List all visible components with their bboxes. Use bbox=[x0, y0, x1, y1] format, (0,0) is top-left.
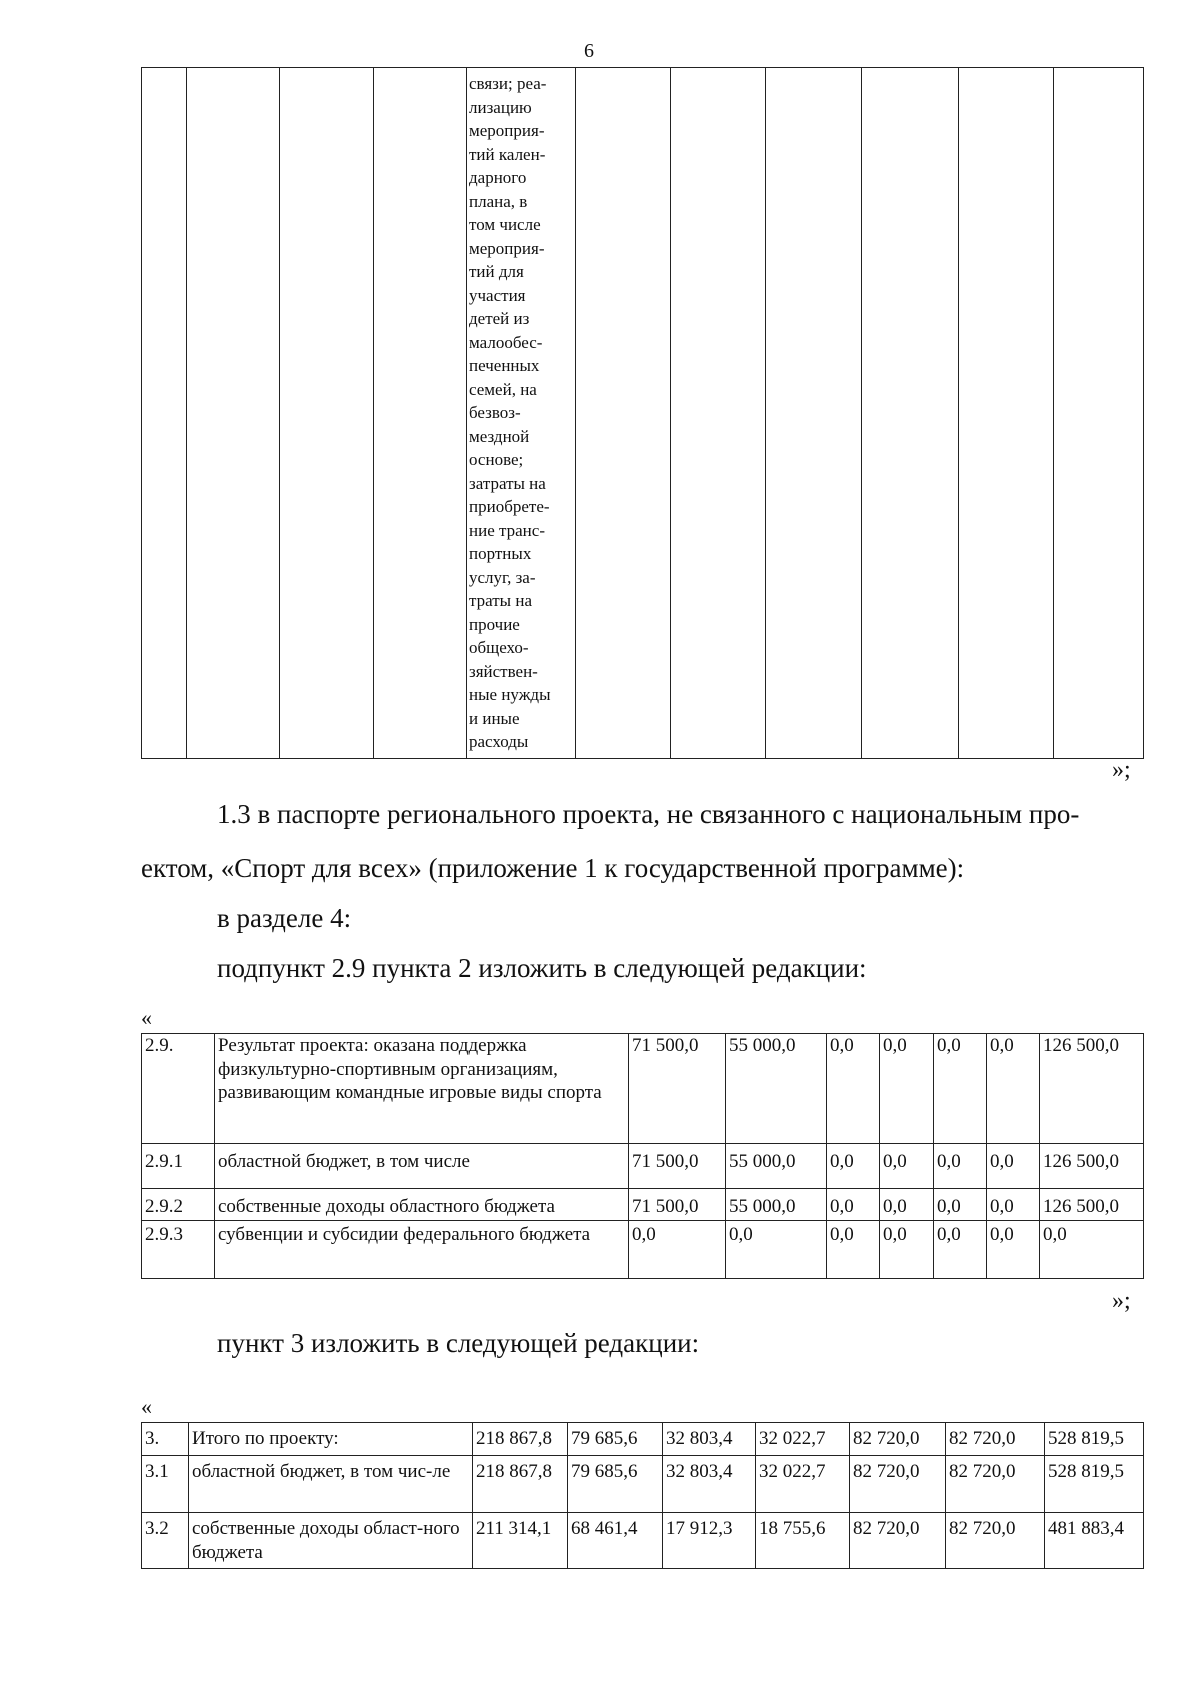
expense-description-cell: связи; реа- лизацию мероприя- тий кален- дарного плана, в том числе мероприя- тий для участия детей из малообес- печенных семей, на безвоз- мездной основе; затраты на приобрете- ние транс- портных услуг, за- траты на прочие общехо- зяйствен- ные нужды и иные расходы bbox=[467, 68, 576, 759]
row-number: 3.1 bbox=[142, 1456, 189, 1513]
table-row bbox=[142, 1456, 1144, 1513]
value-cell: 68 461,4 bbox=[568, 1513, 663, 1569]
value-cell: 0,0 bbox=[934, 1189, 987, 1221]
value-cell: 82 720,0 bbox=[850, 1513, 946, 1569]
paragraph-1-line-2: ектом, «Спорт для всех» (приложение 1 к государственной программе): bbox=[141, 853, 965, 883]
row-name: собственные доходы областного бюджета bbox=[215, 1189, 629, 1221]
table-cell bbox=[862, 68, 959, 759]
value-cell: 0,0 bbox=[987, 1221, 1040, 1279]
opening-quote: « bbox=[141, 1394, 152, 1419]
value-cell: 0,0 bbox=[987, 1189, 1040, 1221]
table-row bbox=[142, 1423, 1144, 1456]
value-cell: 55 000,0 bbox=[726, 1144, 827, 1189]
closing-quote: »; bbox=[1112, 1288, 1131, 1314]
value-cell: 32 803,4 bbox=[663, 1423, 756, 1456]
value-cell: 0,0 bbox=[987, 1034, 1040, 1144]
row-name: областной бюджет, в том чис-ле bbox=[189, 1456, 473, 1513]
value-cell: 32 803,4 bbox=[663, 1456, 756, 1513]
value-cell: 82 720,0 bbox=[946, 1423, 1045, 1456]
value-cell: 82 720,0 bbox=[850, 1423, 946, 1456]
table-row bbox=[142, 1034, 1144, 1144]
value-cell: 0,0 bbox=[1040, 1221, 1144, 1279]
row-number: 2.9.3 bbox=[142, 1221, 215, 1279]
value-cell: 0,0 bbox=[934, 1144, 987, 1189]
value-cell: 0,0 bbox=[880, 1034, 934, 1144]
row-name: областной бюджет, в том числе bbox=[215, 1144, 629, 1189]
row-number: 2.9. bbox=[142, 1034, 215, 1144]
row-name: Итого по проекту: bbox=[189, 1423, 473, 1456]
table-row bbox=[142, 1189, 1144, 1221]
value-cell: 71 500,0 bbox=[629, 1034, 726, 1144]
value-cell: 32 022,7 bbox=[756, 1456, 850, 1513]
value-cell: 126 500,0 bbox=[1040, 1144, 1144, 1189]
row-number: 2.9.2 bbox=[142, 1189, 215, 1221]
value-cell: 126 500,0 bbox=[1040, 1189, 1144, 1221]
table-cell bbox=[1054, 68, 1144, 759]
value-cell: 218 867,8 bbox=[473, 1456, 568, 1513]
table-cell bbox=[766, 68, 862, 759]
value-cell: 71 500,0 bbox=[629, 1189, 726, 1221]
value-cell: 0,0 bbox=[880, 1221, 934, 1279]
value-cell: 0,0 bbox=[987, 1144, 1040, 1189]
value-cell: 0,0 bbox=[726, 1221, 827, 1279]
value-cell: 71 500,0 bbox=[629, 1144, 726, 1189]
item-3-table bbox=[141, 1422, 1144, 1569]
value-cell: 79 685,6 bbox=[568, 1456, 663, 1513]
row-name: субвенции и субсидии федерального бюджета bbox=[215, 1221, 629, 1279]
row-number: 2.9.1 bbox=[142, 1144, 215, 1189]
value-cell: 17 912,3 bbox=[663, 1513, 756, 1569]
page-number: 6 bbox=[584, 40, 594, 62]
value-cell: 0,0 bbox=[934, 1221, 987, 1279]
value-cell: 218 867,8 bbox=[473, 1423, 568, 1456]
value-cell: 0,0 bbox=[934, 1034, 987, 1144]
row-name: Результат проекта: оказана поддержка физкультурно-спортивным организациям, развивающим командные игровые виды спорта bbox=[215, 1034, 629, 1144]
value-cell: 82 720,0 bbox=[850, 1456, 946, 1513]
value-cell: 82 720,0 bbox=[946, 1513, 1045, 1569]
table-row bbox=[142, 1144, 1144, 1189]
table-cell bbox=[671, 68, 766, 759]
value-cell: 32 022,7 bbox=[756, 1423, 850, 1456]
table-cell bbox=[187, 68, 280, 759]
paragraph-3: подпункт 2.9 пункта 2 изложить в следующей редакции: bbox=[217, 953, 867, 983]
value-cell: 528 819,5 bbox=[1045, 1423, 1144, 1456]
value-cell: 528 819,5 bbox=[1045, 1456, 1144, 1513]
value-cell: 55 000,0 bbox=[726, 1034, 827, 1144]
table-row bbox=[142, 1221, 1144, 1279]
value-cell: 0,0 bbox=[827, 1221, 880, 1279]
paragraph-4: пункт 3 изложить в следующей редакции: bbox=[217, 1328, 700, 1358]
value-cell: 82 720,0 bbox=[946, 1456, 1045, 1513]
subitem-2-9-table bbox=[141, 1033, 1144, 1279]
value-cell: 211 314,1 bbox=[473, 1513, 568, 1569]
value-cell: 0,0 bbox=[827, 1189, 880, 1221]
value-cell: 0,0 bbox=[880, 1189, 934, 1221]
value-cell: 18 755,6 bbox=[756, 1513, 850, 1569]
table-cell bbox=[280, 68, 374, 759]
row-name: собственные доходы област-ного бюджета bbox=[189, 1513, 473, 1569]
opening-quote: « bbox=[141, 1005, 152, 1030]
table-row bbox=[142, 1513, 1144, 1569]
value-cell: 79 685,6 bbox=[568, 1423, 663, 1456]
value-cell: 0,0 bbox=[827, 1144, 880, 1189]
row-number: 3. bbox=[142, 1423, 189, 1456]
value-cell: 0,0 bbox=[827, 1034, 880, 1144]
paragraph-2: в разделе 4: bbox=[217, 903, 352, 933]
table-row bbox=[142, 68, 1144, 759]
table-cell bbox=[959, 68, 1054, 759]
value-cell: 0,0 bbox=[880, 1144, 934, 1189]
value-cell: 481 883,4 bbox=[1045, 1513, 1144, 1569]
row-number: 3.2 bbox=[142, 1513, 189, 1569]
value-cell: 126 500,0 bbox=[1040, 1034, 1144, 1144]
table-cell bbox=[576, 68, 671, 759]
closing-quote: »; bbox=[1112, 757, 1131, 783]
table-cell bbox=[142, 68, 187, 759]
continuation-table bbox=[141, 67, 1144, 759]
table-cell bbox=[374, 68, 467, 759]
value-cell: 55 000,0 bbox=[726, 1189, 827, 1221]
paragraph-1-line-1: 1.3 в паспорте регионального проекта, не связанного с национальным про- bbox=[217, 799, 1080, 829]
value-cell: 0,0 bbox=[629, 1221, 726, 1279]
